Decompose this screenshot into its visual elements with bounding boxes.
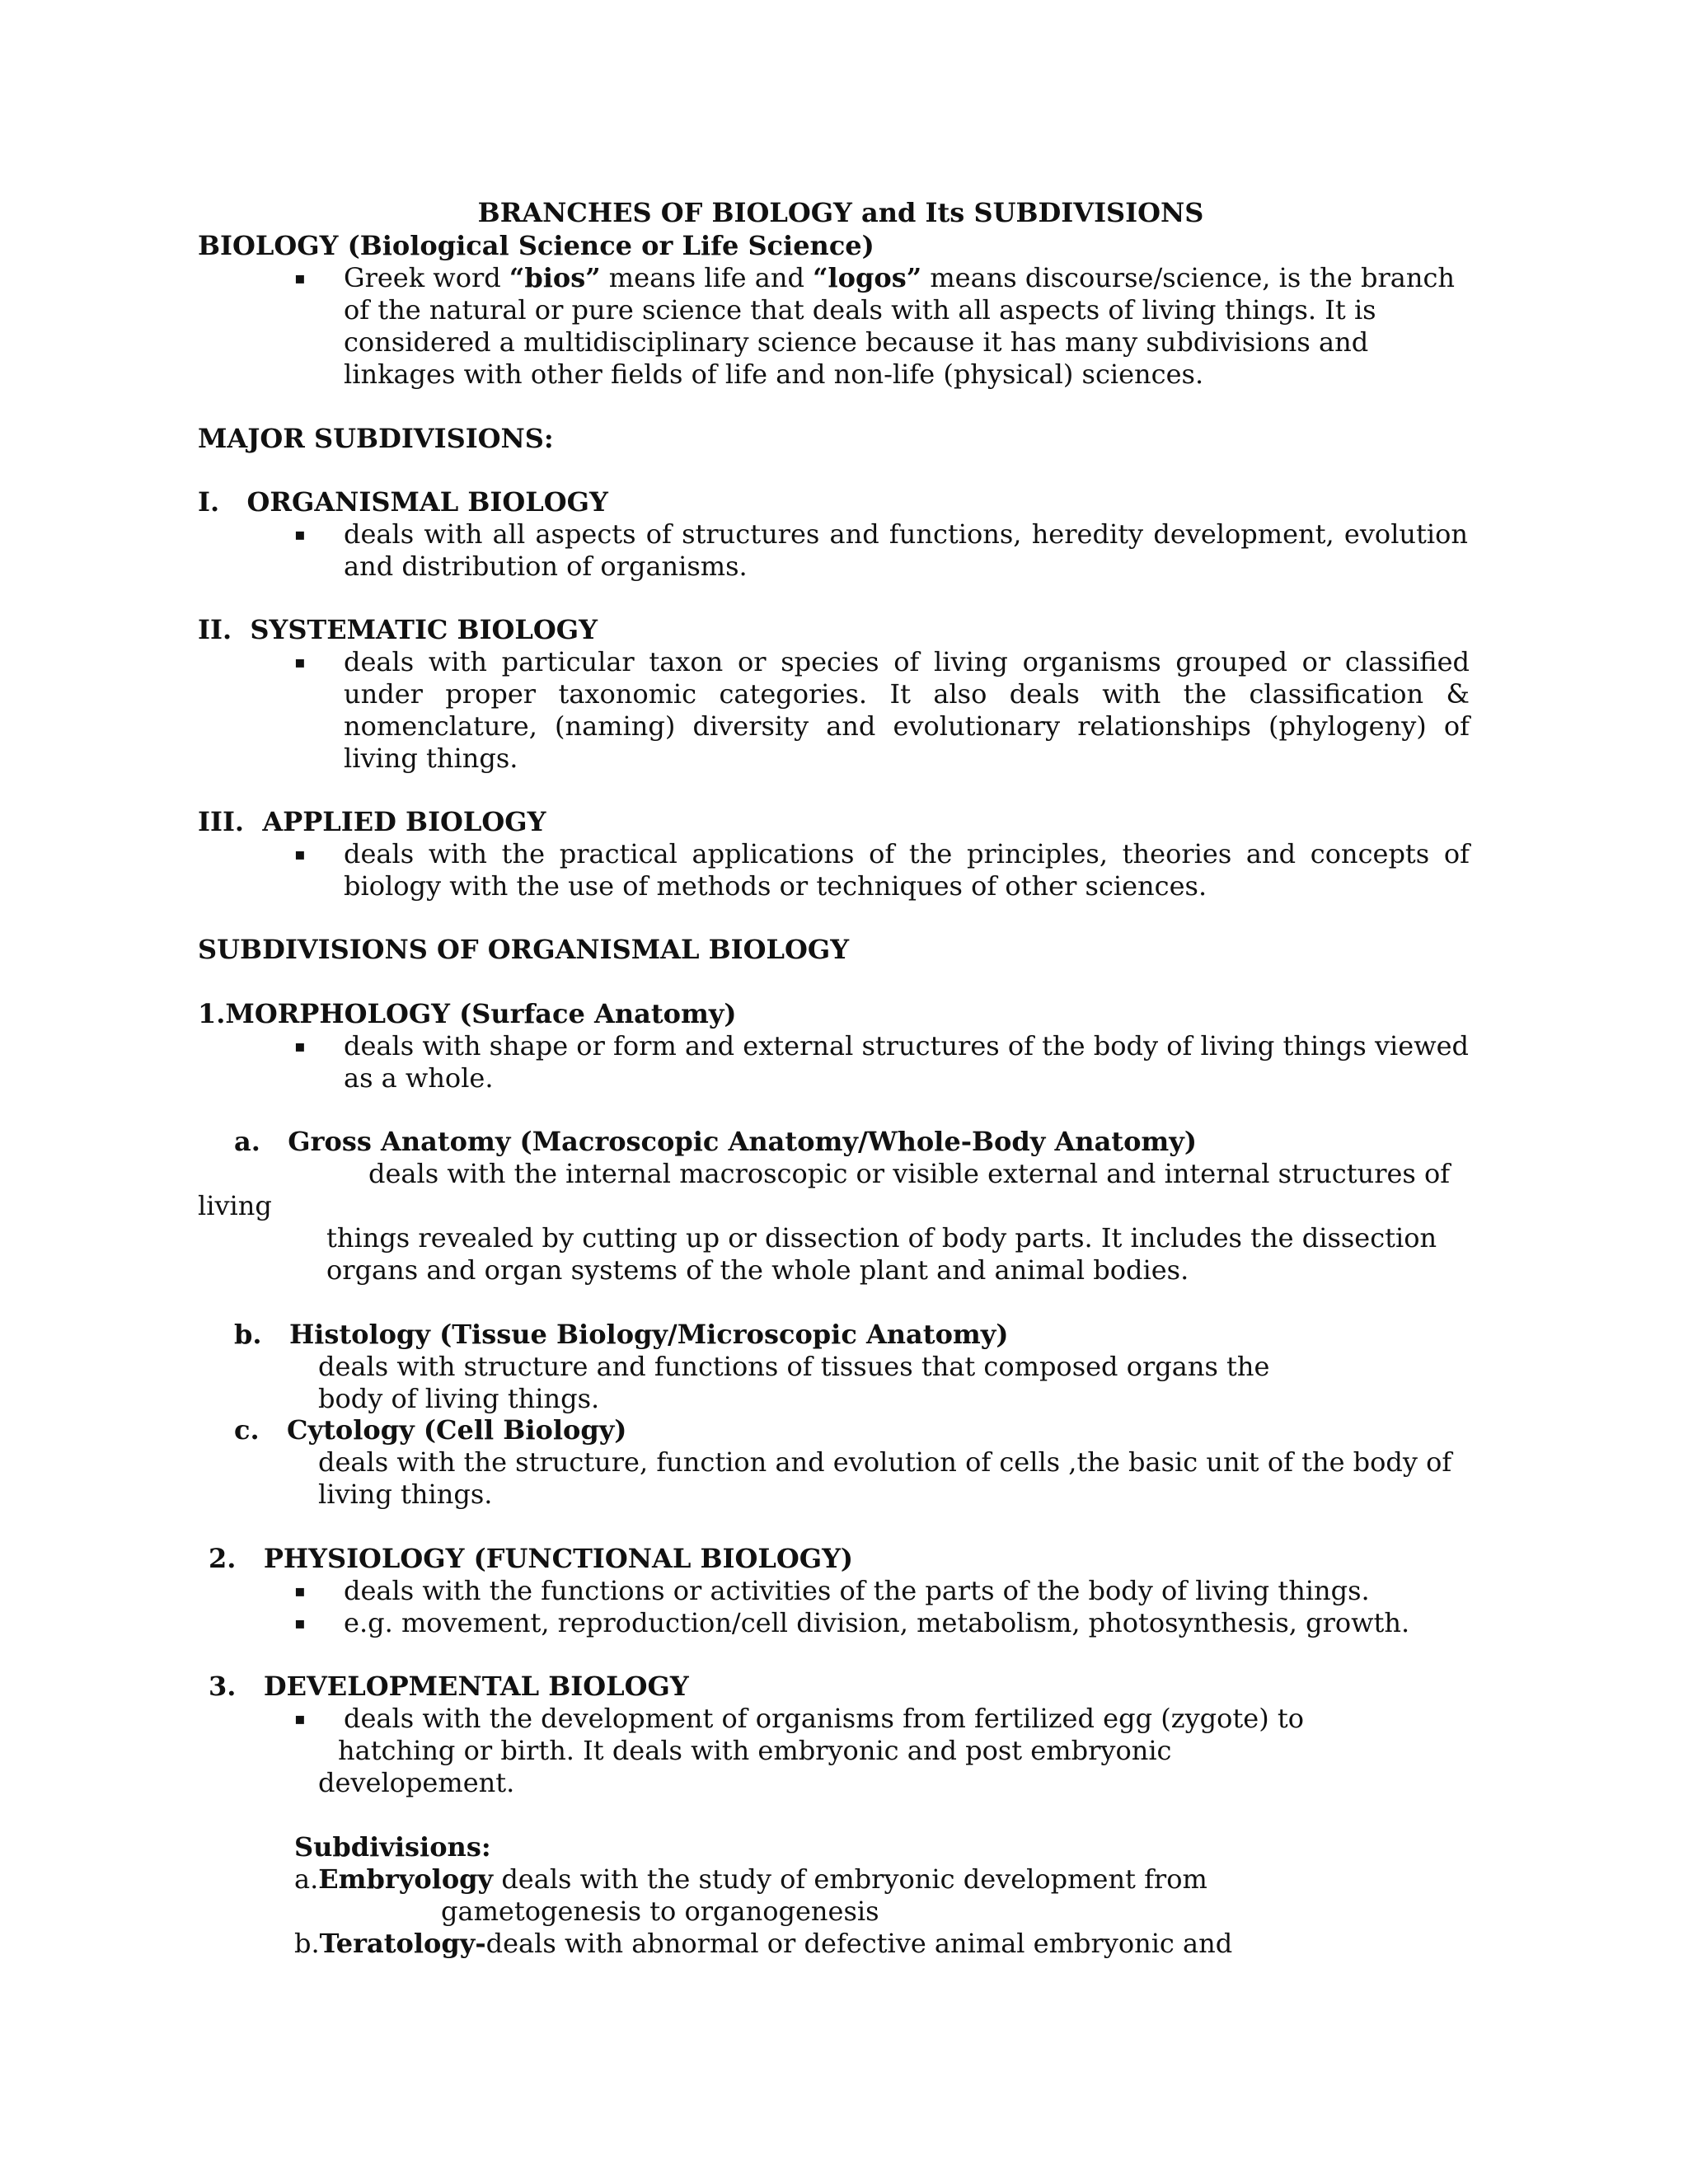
developmental-line-2: hatching or birth. It deals with embryonic and post embryonic [338,1735,1172,1766]
teratology-line: b.Teratology-deals with abnormal or defective animal embryonic and [294,1928,1233,1959]
physiology-heading: 2. PHYSIOLOGY (FUNCTIONAL BIOLOGY) [209,1543,854,1574]
bullet-icon: ▪ [294,1036,306,1056]
histology-line-1: deals with structure and functions of tissues that composed organs the [318,1351,1270,1382]
intro-line-1: Greek word “bios” means life and “logos” means discourse/science, is the branch [344,262,1455,293]
embryology-line-2: gametogenesis to organogenesis [441,1896,879,1927]
developmental-heading: 3. DEVELOPMENTAL BIOLOGY [209,1671,689,1702]
bullet-icon: ▪ [294,1708,306,1728]
cytology-line-1: deals with the structure, function and evolution of cells ,the basic unit of the body of [318,1446,1452,1478]
intro-line-3: considered a multidisciplinary science because it has many subdivisions and [344,326,1369,358]
developmental-line-3: developement. [318,1767,515,1798]
systematic-heading: II. SYSTEMATIC BIOLOGY [198,614,598,645]
physiology-bullet-1: deals with the functions or activities of the parts of the body of living things. [344,1575,1370,1606]
gross-anatomy-line-4: organs and organ systems of the whole plant and animal bodies. [326,1254,1189,1286]
applied-heading: III. APPLIED BIOLOGY [198,806,546,837]
histology-heading: b. Histology (Tissue Biology/Microscopic Anatomy) [234,1319,1009,1350]
developmental-line-1: deals with the development of organisms from fertilized egg (zygote) to [344,1703,1304,1734]
organismal-heading: I. ORGANISMAL BIOLOGY [198,486,608,518]
morphology-line-1: deals with shape or form and external structures of the body of living things viewed [344,1030,1469,1062]
major-subdivisions-heading: MAJOR SUBDIVISIONS: [198,423,554,454]
gross-anatomy-line-3: things revealed by cutting up or dissection of body parts. It includes the dissection [326,1222,1437,1254]
bullet-icon: ▪ [294,1613,306,1633]
document-title: BRANCHES OF BIOLOGY and Its SUBDIVISIONS [477,197,1204,228]
organismal-text: deals with all aspects of structures and functions, heredity development, evolution and distribution of organisms. [344,518,1468,582]
cytology-heading: c. Cytology (Cell Biology) [234,1414,627,1446]
histology-line-2: body of living things. [318,1383,600,1414]
intro-line-2: of the natural or pure science that deals with all aspects of living things. It is [344,294,1376,326]
morphology-line-2: as a whole. [344,1062,494,1094]
gross-anatomy-line-1: deals with the internal macroscopic or visible external and internal structures of [368,1158,1451,1189]
physiology-bullet-2: e.g. movement, reproduction/cell division, metabolism, photosynthesis, growth. [344,1607,1410,1638]
subdivisions-heading: Subdivisions: [294,1831,491,1863]
bullet-icon: ▪ [294,1581,306,1601]
organismal-subdivisions-heading: SUBDIVISIONS OF ORGANISMAL BIOLOGY [198,934,850,965]
bullet-icon: ▪ [294,652,306,672]
applied-text: deals with the practical applications of the principles, theories and concepts of biology with the use of methods or techniques of other sciences. [344,838,1470,902]
bullet-icon: ▪ [294,844,306,864]
bullet-icon: ▪ [294,268,306,288]
bullet-icon: ▪ [294,524,306,544]
embryology-line: a.Embryology deals with the study of embryonic development from [294,1863,1207,1895]
gross-anatomy-heading: a. Gross Anatomy (Macroscopic Anatomy/Whole-Body Anatomy) [234,1126,1198,1157]
intro-line-4: linkages with other fields of life and non-life (physical) sciences. [344,359,1204,390]
systematic-text: deals with particular taxon or species of living organisms grouped or classified under proper taxonomic categories. It also deals with the classification & nomenclature, (naming) diversity and evolutionary relationships (phylogeny) of living things. [344,646,1470,774]
biology-heading: BIOLOGY (Biological Science or Life Science) [198,230,874,261]
morphology-heading: 1.MORPHOLOGY (Surface Anatomy) [198,998,737,1029]
gross-anatomy-line-2: living [198,1190,272,1221]
cytology-line-2: living things. [318,1479,493,1510]
